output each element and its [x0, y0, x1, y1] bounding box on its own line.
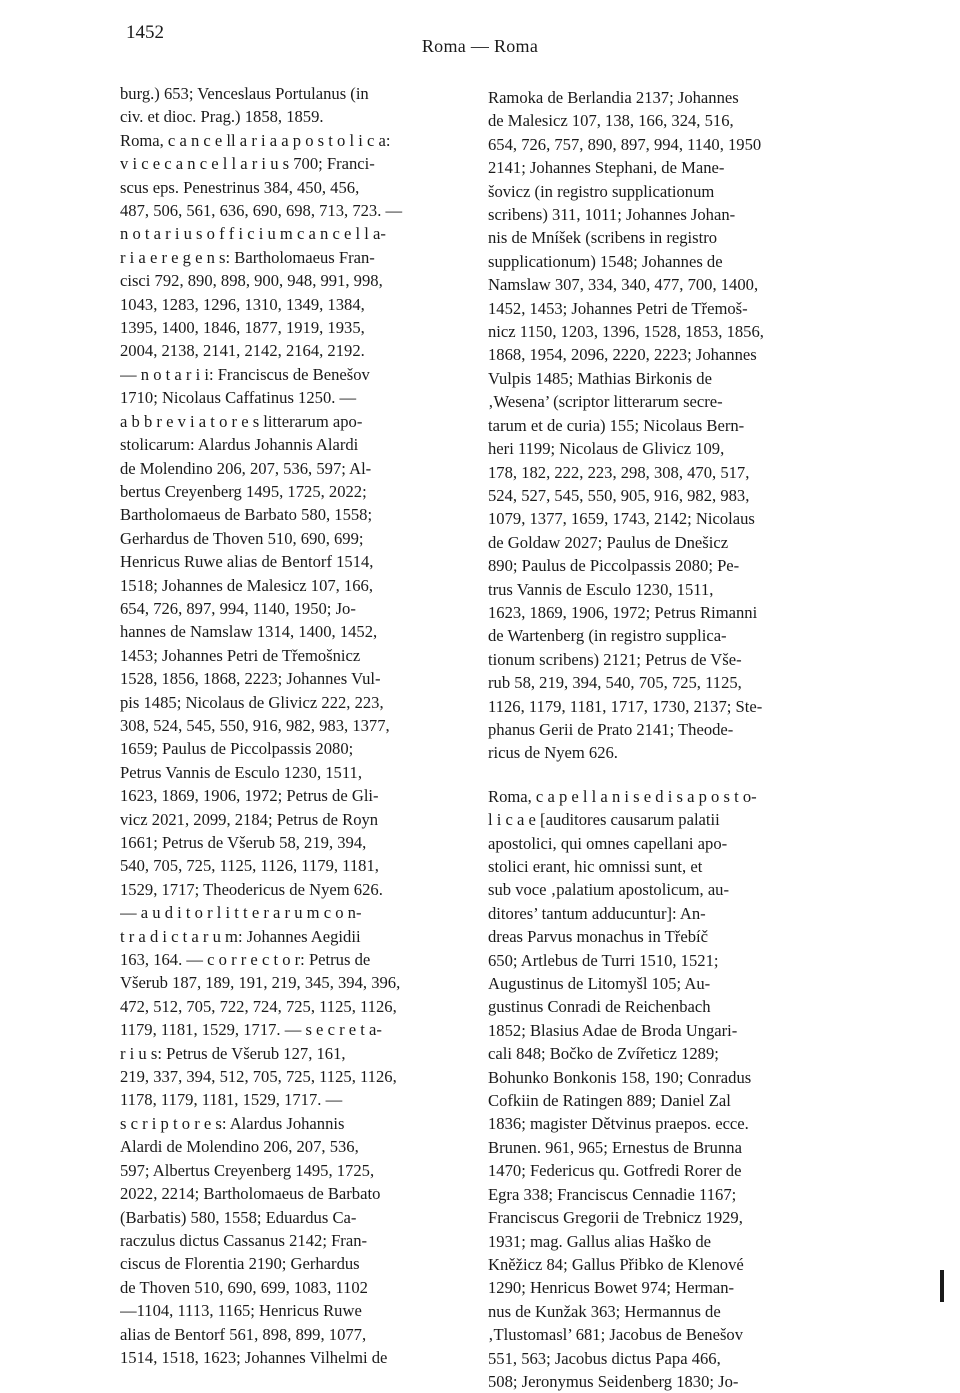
text-line: Alardi de Molendino 206, 207, 536,: [120, 1137, 359, 1157]
text-line: Augustinus de Litomyšl 105; Au-: [488, 974, 711, 994]
text-line: vicz 2021, 2099, 2184; Petrus de Royn: [120, 809, 379, 829]
text-line: 1836; magister Dětvinus praepos. ecce.: [488, 1114, 749, 1134]
text-line: Bohunko Bonkonis 158, 190; Conradus: [488, 1067, 752, 1087]
text-line: 654, 726, 897, 994, 1140, 1950; Jo-: [120, 598, 356, 618]
text-line: 1514, 1518, 1623; Johannes Vilhelmi de: [120, 1347, 388, 1367]
text-line: rub 58, 219, 394, 540, 705, 725, 1125,: [488, 673, 742, 693]
text-line: nus de Kunžak 363; Hermannus de: [488, 1301, 721, 1321]
text-line: 1179, 1181, 1529, 1717. — s e c r e t a-: [120, 1020, 382, 1040]
text-line: r i u s: Petrus de Všerub 127, 161,: [120, 1043, 346, 1063]
text-line: 890; Paulus de Piccolpassis 2080; Pe-: [488, 556, 740, 576]
text-line: r i a e r e g e n s: Bartholomaeus Fran-: [120, 247, 375, 267]
text-line: l i c a e [auditores causarum palatii: [488, 810, 720, 830]
text-line: de Thoven 510, 690, 699, 1083, 1102: [120, 1277, 368, 1297]
text-line: Kněžicz 84; Gallus Přibko de Klenové: [488, 1254, 744, 1274]
text-line: Vulpis 1485; Mathias Birkonis de: [488, 368, 712, 388]
text-line: ditores’ tantum adducuntur]: An-: [488, 903, 706, 923]
text-line: ‚Wesena’ (scriptor litterarum secre-: [488, 392, 723, 412]
text-line: 472, 512, 705, 722, 724, 725, 1125, 1126,: [120, 996, 397, 1016]
right-column: [488, 86, 850, 1393]
paragraph-gap: [488, 765, 850, 785]
margin-edge-mark: [940, 1270, 944, 1302]
text-line: sub voce ‚palatium apostolicum, au-: [488, 880, 730, 900]
text-line: 508; Jeronymus Seidenberg 1830; Jo-: [488, 1371, 739, 1391]
text-line: supplicationum) 1548; Johannes de: [488, 251, 723, 271]
text-line: 1529, 1717; Theodericus de Nyem 626.: [120, 879, 383, 899]
text-line: šovicz (in registro supplicationum: [488, 181, 715, 201]
text-line: Bartholomaeus de Barbato 580, 1558;: [120, 505, 373, 525]
text-line: Gerhardus de Thoven 510, 690, 699;: [120, 528, 364, 548]
text-line: 1453; Johannes Petri de Třemošnicz: [120, 645, 361, 665]
text-line: v i c e c a n c e l l a r i u s 700; Franci-: [120, 154, 375, 174]
text-line: Roma, c a p e l l a n i s e d i s a p o s t o-: [488, 786, 757, 806]
text-line: tarum et de curia) 155; Nicolaus Bern-: [488, 415, 745, 435]
text-line: 1395, 1400, 1846, 1877, 1919, 1935,: [120, 318, 365, 338]
text-line: 524, 527, 545, 550, 905, 916, 982, 983,: [488, 485, 750, 505]
text-line: 178, 182, 222, 223, 298, 308, 470, 517,: [488, 462, 750, 482]
text-line: Všerub 187, 189, 191, 219, 345, 394, 396,: [120, 973, 401, 993]
right-paragraph-1: [488, 86, 850, 765]
text-line: s c r i p t o r e s: Alardus Johannis: [120, 1113, 345, 1133]
text-line: 650; Artlebus de Turri 1510, 1521;: [488, 950, 719, 970]
text-line: 2022, 2214; Bartholomaeus de Barbato: [120, 1184, 381, 1204]
text-line: gustinus Conradi de Reichenbach: [488, 997, 711, 1017]
text-line: 219, 337, 394, 512, 705, 725, 1125, 1126,: [120, 1067, 397, 1087]
text-line: Franciscus Gregorii de Trebnicz 1929,: [488, 1208, 743, 1228]
text-line: 1518; Johannes de Malesicz 107, 166,: [120, 575, 374, 595]
text-line: 540, 705, 725, 1125, 1126, 1179, 1181,: [120, 856, 379, 876]
text-line: 1452, 1453; Johannes Petri de Třemoš-: [488, 298, 748, 318]
text-line: 487, 506, 561, 636, 690, 698, 713, 723. —: [120, 201, 403, 221]
text-line: —1104, 1113, 1165; Henricus Ruwe: [120, 1301, 362, 1321]
running-head: Roma — Roma: [421, 36, 539, 56]
text-line: alias de Bentorf 561, 898, 899, 1077,: [120, 1324, 367, 1344]
text-line: dreas Parvus monachus in Třebíč: [488, 927, 708, 947]
left-column: [120, 82, 460, 1369]
text-line: Brunen. 961, 965; Ernestus de Brunna: [488, 1137, 742, 1157]
text-line: heri 1199; Nicolaus de Glivicz 109,: [488, 439, 725, 459]
text-line: Roma, c a n c e ll a r i a a p o s t o l i c a:: [120, 130, 391, 150]
text-line: 1868, 1954, 2096, 2220, 2223; Johannes: [488, 345, 757, 365]
text-line: bertus Creyenberg 1495, 1725, 2022;: [120, 481, 367, 501]
text-line: 2141; Johannes Stephani, de Mane-: [488, 158, 725, 178]
text-line: pis 1485; Nicolaus de Glivicz 222, 223,: [120, 692, 384, 712]
text-line: 1710; Nicolaus Caffatinus 1250. —: [120, 388, 357, 408]
text-line: 1470; Federicus qu. Gotfredi Rorer de: [488, 1161, 742, 1181]
text-line: raczulus dictus Cassanus 2142; Fran-: [120, 1230, 368, 1250]
text-line: cisci 792, 890, 898, 900, 948, 991, 998,: [120, 271, 383, 291]
page-number: 1452: [126, 22, 164, 43]
text-line: 1931; mag. Gallus alias Haško de: [488, 1231, 712, 1251]
text-line: — n o t a r i i: Franciscus de Benešov: [120, 364, 370, 384]
text-line: stolici erant, hic omnissi sunt, et: [488, 857, 703, 876]
text-line: Ramoka de Berlandia 2137; Johannes: [488, 88, 739, 107]
text-line: nicz 1150, 1203, 1396, 1528, 1853, 1856,: [488, 322, 764, 342]
text-line: ciscus de Florentia 2190; Gerhardus: [120, 1254, 360, 1274]
text-line: 551, 563; Jacobus dictus Papa 466,: [488, 1348, 721, 1368]
text-line: de Malesicz 107, 138, 166, 324, 516,: [488, 111, 734, 131]
text-line: 308, 524, 545, 550, 916, 982, 983, 1377,: [120, 715, 390, 735]
text-line: Namslaw 307, 334, 340, 477, 700, 1400,: [488, 275, 759, 295]
text-line: 1043, 1283, 1296, 1310, 1349, 1384,: [120, 294, 365, 314]
text-line: stolicarum: Alardus Johannis Alardi: [120, 435, 359, 455]
text-line: 654, 726, 757, 890, 897, 994, 1140, 1950: [488, 134, 762, 154]
text-line: burg.) 653; Venceslaus Portulanus (in: [120, 84, 369, 103]
text-line: nis de Mníšek (scribens in registro: [488, 228, 718, 248]
text-line: Egra 338; Franciscus Cennadie 1167;: [488, 1184, 737, 1204]
text-line: hannes de Namslaw 1314, 1400, 1452,: [120, 622, 378, 642]
text-line: — a u d i t o r l i t t e r a r u m c o n-: [120, 903, 362, 923]
text-line: 1126, 1179, 1181, 1717, 1730, 2137; Ste-: [488, 696, 763, 716]
text-line: (Barbatis) 580, 1558; Eduardus Ca-: [120, 1207, 357, 1227]
text-line: civ. et dioc. Prag.) 1858, 1859.: [120, 107, 324, 127]
text-line: 1659; Paulus de Piccolpassis 2080;: [120, 739, 354, 759]
text-line: trus Vannis de Esculo 1230, 1511,: [488, 579, 714, 599]
text-line: 1178, 1179, 1181, 1529, 1717. —: [120, 1090, 343, 1110]
text-line: 1623, 1869, 1906, 1972; Petrus Rimanni: [488, 602, 758, 622]
text-line: apostolici, qui omnes capellani apo-: [488, 833, 728, 853]
text-line: 163, 164. — c o r r e c t o r: Petrus de: [120, 950, 371, 970]
text-line: ricus de Nyem 626.: [488, 743, 618, 763]
text-line: 1623, 1869, 1906, 1972; Petrus de Gli-: [120, 786, 379, 806]
text-line: de Goldaw 2027; Paulus de Dnešicz: [488, 532, 729, 552]
text-line: de Molendino 206, 207, 536, 597; Al-: [120, 458, 372, 478]
text-line: 1528, 1856, 1868, 2223; Johannes Vul-: [120, 669, 381, 689]
text-line: 2004, 2138, 2141, 2142, 2164, 2192.: [120, 341, 365, 361]
text-line: n o t a r i u s o f f i c i u m c a n c e l l a-: [120, 224, 386, 244]
right-paragraph-2: [488, 785, 850, 1393]
text-line: tionum scribens) 2121; Petrus de Vše-: [488, 649, 742, 669]
text-line: 1661; Petrus de Všerub 58, 219, 394,: [120, 833, 367, 852]
text-line: a b b r e v i a t o r e s litterarum apo-: [120, 411, 363, 431]
text-line: scus eps. Penestrinus 384, 450, 456,: [120, 177, 360, 197]
text-line: 1852; Blasius Adae de Broda Ungari-: [488, 1020, 738, 1040]
text-line: phanus Gerii de Prato 2141; Theode-: [488, 719, 734, 739]
text-line: 1079, 1377, 1659, 1743, 2142; Nicolaus: [488, 509, 755, 529]
text-line: scribens) 311, 1011; Johannes Johan-: [488, 205, 736, 225]
text-line: de Wartenberg (in registro supplica-: [488, 626, 727, 646]
text-line: Petrus Vannis de Esculo 1230, 1511,: [120, 762, 362, 782]
text-line: t r a d i c t a r u m: Johannes Aegidii: [120, 926, 361, 946]
text-line: 1290; Henricus Bowet 974; Herman-: [488, 1278, 735, 1298]
text-line: ‚Tlustomasl’ 681; Jacobus de Benešov: [488, 1325, 744, 1345]
text-line: Henricus Ruwe alias de Bentorf 1514,: [120, 552, 374, 572]
text-line: cali 848; Bočko de Zvířeticz 1289;: [488, 1044, 719, 1064]
text-line: Cofkiin de Ratingen 889; Daniel Zal: [488, 1091, 731, 1111]
text-line: 597; Albertus Creyenberg 1495, 1725,: [120, 1160, 375, 1180]
